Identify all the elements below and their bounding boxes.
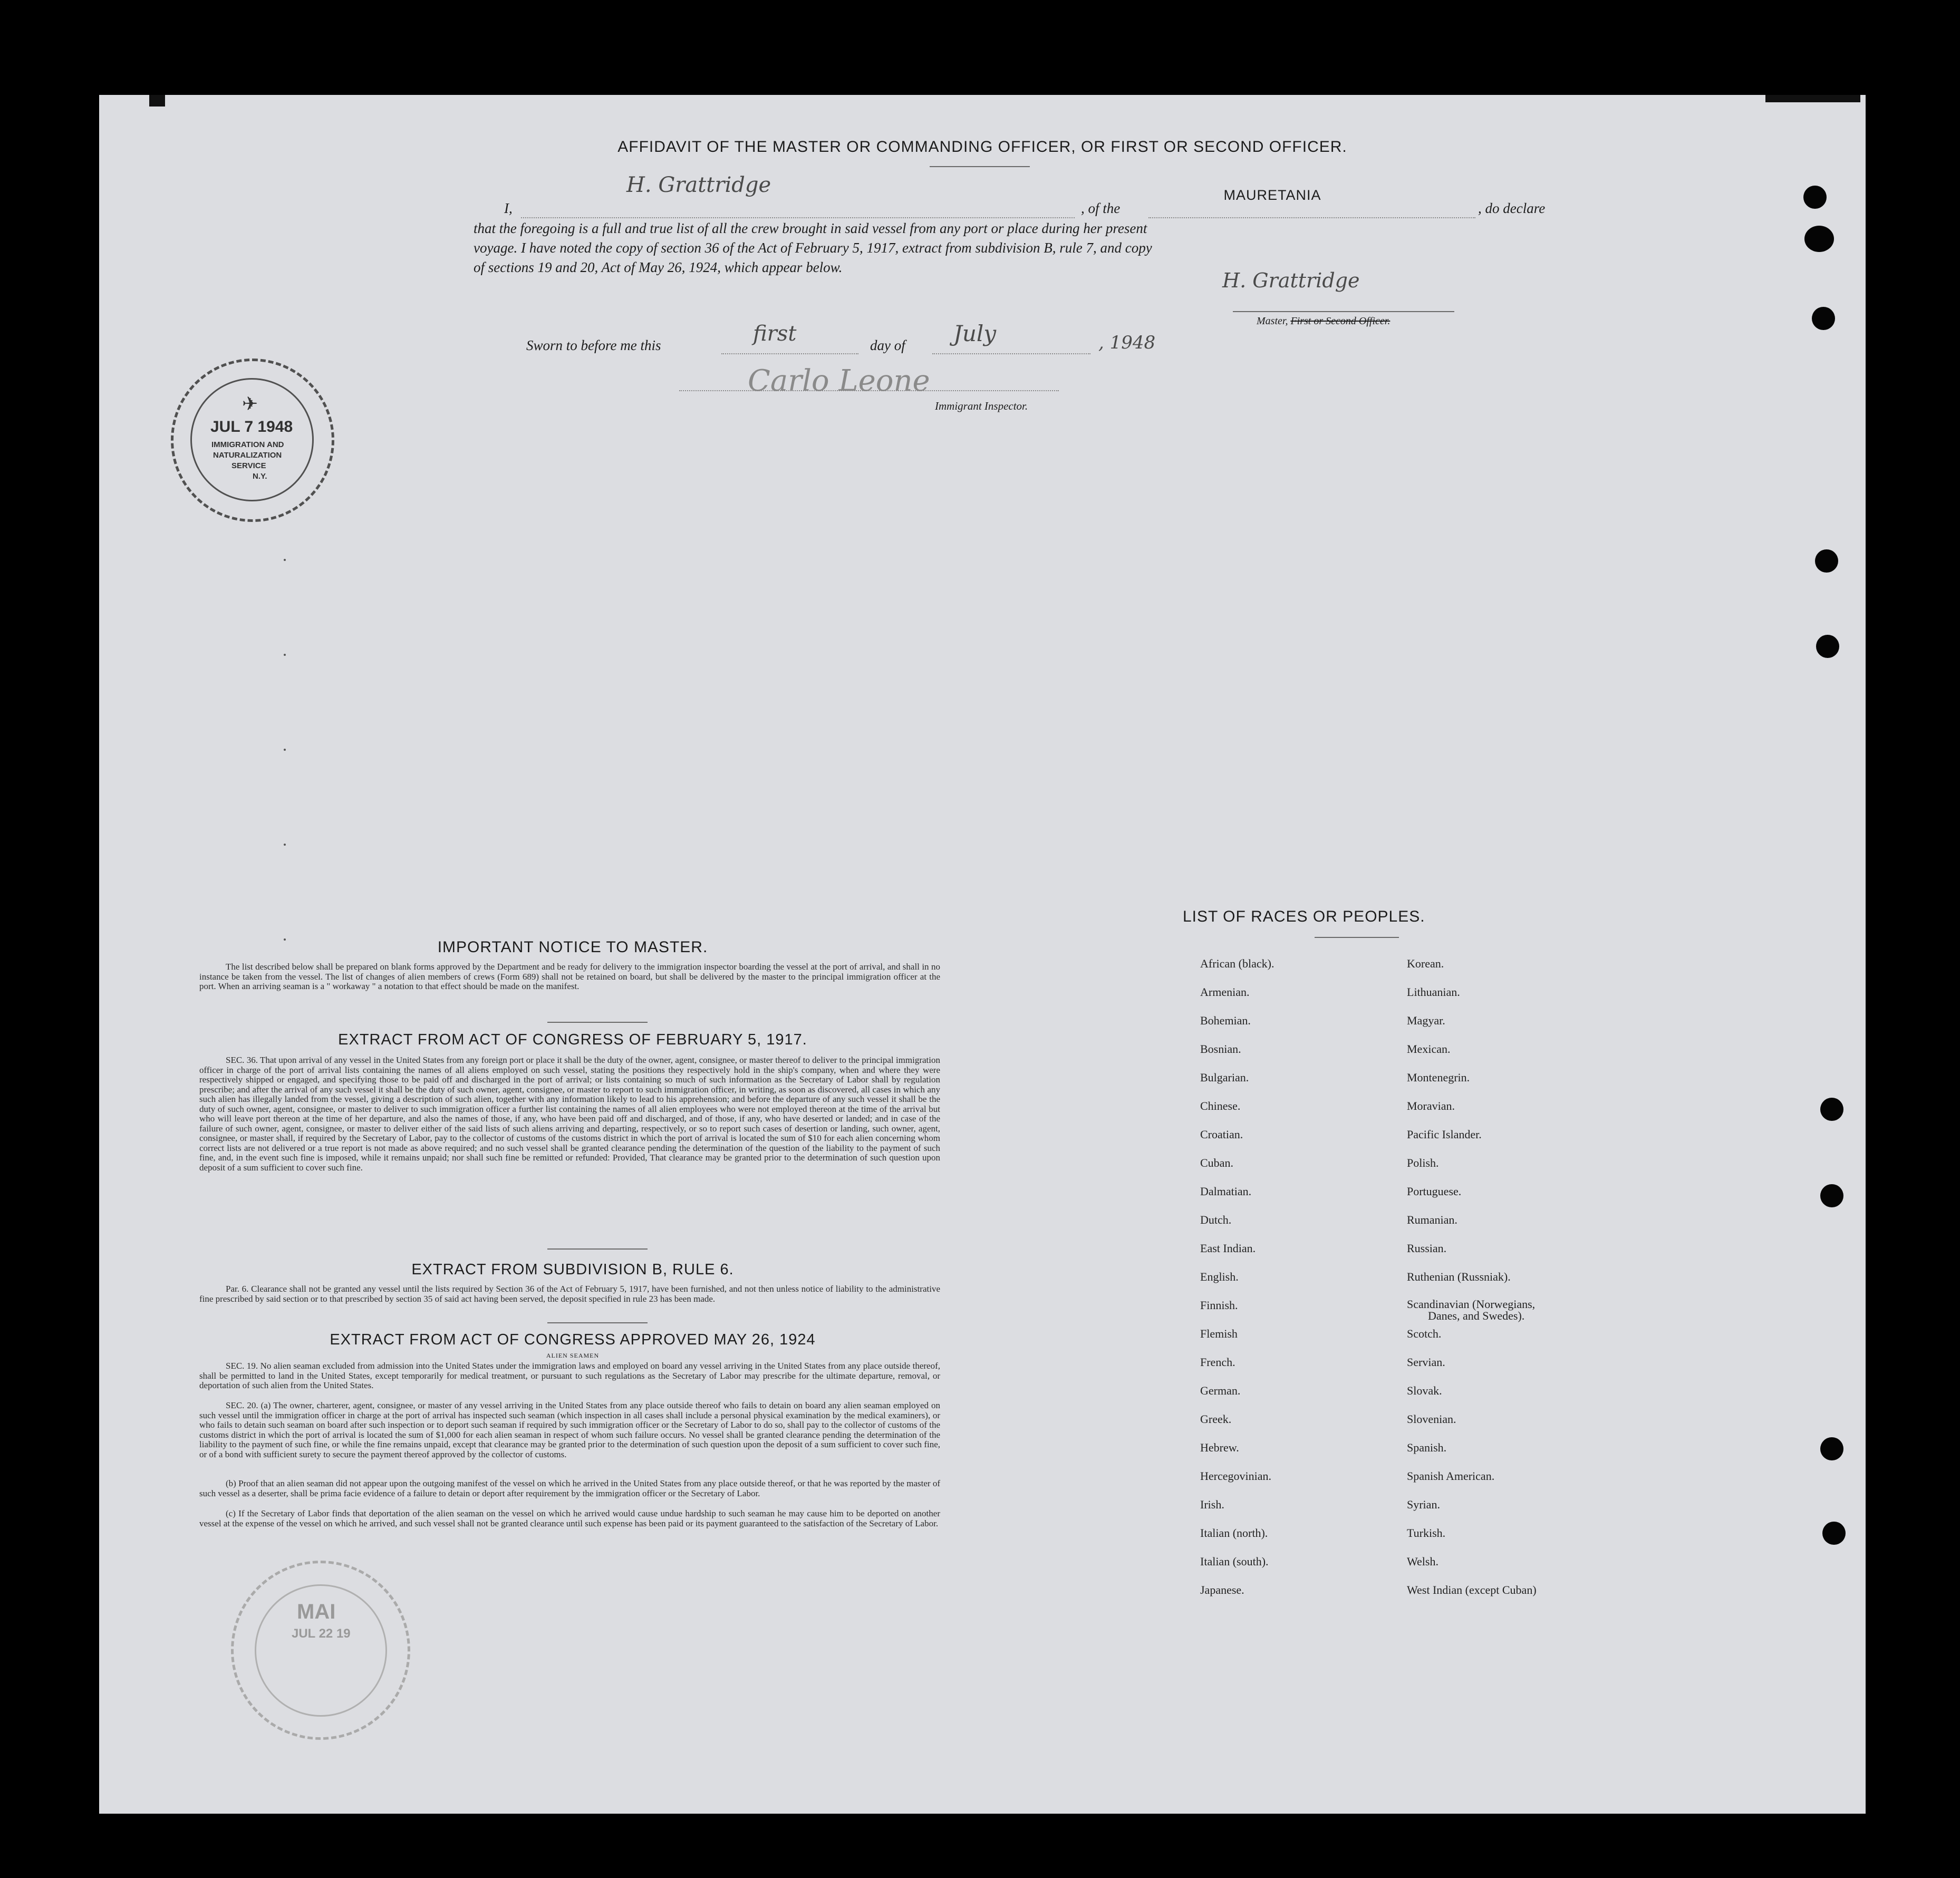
vessel-name-line xyxy=(1148,217,1475,218)
do-declare: , do declare xyxy=(1478,200,1546,216)
race-item: German. xyxy=(1200,1384,1241,1397)
punch-hole xyxy=(1820,1437,1843,1460)
race-item: English. xyxy=(1200,1270,1239,1283)
master-signature: H. Grattridge xyxy=(1222,269,1360,292)
race-item: Slovenian. xyxy=(1407,1412,1456,1426)
section-rule xyxy=(547,1322,648,1323)
extract1917-body: SEC. 36. That upon arrival of any vessel in the United States from any foreign port or place it shall be the duty of the owner, agent, consignee, or master thereof to deliver to the principal immigration officer in charge of the port of arrival lists containing the names of all aliens employed on such vessel, stating the positions they respectively hold in the ship's company, when and where they were respectively shipped or engaged, and specifying those to be paid off and discharged in the port of arrival; or lists containing so much of such information as the Secretary of Labor shall by regulation prescribe; and after the arrival of any such vessel it shall be the duty of such owner, agent, consignee, or master to report to such immigration officer, in writing, as soon as discovered, all cases in which any such alien has illegally landed from the vessel, giving a description of such alien, together with any information likely to lead to his apprehension; and before the departure of any such vessel it shall be the duty of such owner, agent, consignee, or master to deliver to such immigration officer a further list containing the names of all alien employees who were not employed thereon at the time of the arrival but who will leave port thereon at the time of her departure, and also the names of those, if any, who have been paid off and discharged, and of those, if any, who have deserted or landed; and in case of the failure of such owner, agent, consignee, or master to deliver either of the said lists of such aliens arriving and departing, respectively, or so to report such cases of desertion or landing, such owner, agent, consignee, or master shall, if required by the Secretary of Labor, pay to the collector of customs of the customs district in which the port of arrival is located the sum of $10 for each alien concerning whom correct lists are not delivered or a true report is not made as above required; and no such vessel shall be granted clearance pending the determination of the question of the liability to the payment of such fine, and, in the event such fine is imposed, while it remains unpaid; nor shall such fine be remitted or refunded: Provided, That clearance may be granted prior to the determination of such question upon deposit of a sum sufficient to cover such fine. xyxy=(199,1055,940,1173)
inspector-line xyxy=(679,390,1059,391)
punch-hole xyxy=(1815,549,1838,573)
sworn-day: first xyxy=(753,322,797,346)
race-item: Bohemian. xyxy=(1200,1014,1251,1027)
extract1924-sec20a: SEC. 20. (a) The owner, charterer, agent, consignee, or master of any vessel arriving in the United States from any place outside thereof who fails to detain on board any alien seaman employed on such vessel until the immigration officer in charge at the port of arrival has inspected such seaman (which inspection in all cases shall include a personal physical examination by the medical examiners), or who fails to detain such seaman on board after such inspection or to deport such seaman if required by such immigration officer or the Secretary of Labor to do so, shall pay to the collector of customs of the customs district in which the port of arrival is located the sum of $1,000 for each alien seaman in respect of whom such failure occurs. No vessel shall be granted clearance pending the determination of the liability to the payment of such fine, or while the fine remains unpaid, except that clearance may be granted prior to the determination of such question upon the deposit of a sum sufficient to cover such fine, or of a bond with sufficient surety to secure the payment thereof approved by the collector of customs. xyxy=(199,1400,940,1459)
race-item: Croatian. xyxy=(1200,1128,1243,1141)
of-the-label: , of the xyxy=(1081,200,1121,216)
immigration-stamp xyxy=(171,359,334,522)
margin-dot xyxy=(284,654,286,656)
race-item: Magyar. xyxy=(1407,1014,1445,1027)
stamp-line1: IMMIGRATION AND xyxy=(211,440,284,449)
race-item: Moravian. xyxy=(1407,1099,1455,1112)
race-item: Finnish. xyxy=(1200,1299,1238,1312)
affidavit-title: AFFIDAVIT OF THE MASTER OR COMMANDING OFFICER, OR FIRST OR SECOND OFFICER. xyxy=(617,138,1347,156)
document-sheet xyxy=(99,95,1866,1814)
race-item: Rumanian. xyxy=(1407,1213,1457,1226)
punch-hole xyxy=(1820,1184,1843,1207)
affidavit-body-line3: of sections 19 and 20, Act of May 26, 1924, which appear below. xyxy=(474,259,843,275)
rule6-body: Par. 6. Clearance shall not be granted any vessel until the lists required by Section 36 of the Act of February 5, 1917, have been furnished, and not then unless notice of liability to the administrative fine prescribed by said section or to that prescribed by section 35 of said act having been served, the deposit specified in rule 23 has been made. xyxy=(199,1284,940,1304)
officer-name-handwritten: H. Grattridge xyxy=(626,173,771,197)
faded-stamp-line1: MAI xyxy=(297,1600,336,1623)
vessel-name: MAURETANIA xyxy=(1223,187,1321,203)
faded-stamp-date: JUL 22 19 xyxy=(292,1627,351,1641)
races-right-column xyxy=(1407,957,1537,1612)
race-item: Irish. xyxy=(1200,1498,1224,1511)
race-item: French. xyxy=(1200,1356,1235,1369)
master-struck-text: First or Second Officer. xyxy=(1290,315,1391,327)
race-item: Servian. xyxy=(1407,1356,1445,1369)
day-of-label: day of xyxy=(870,337,905,353)
notice-title: IMPORTANT NOTICE TO MASTER. xyxy=(437,938,708,956)
punch-hole xyxy=(1822,1522,1846,1545)
affidavit-body-line1: that the foregoing is a full and true list of all the crew brought in said vessel from any port or place during her present xyxy=(474,220,1147,236)
punch-hole xyxy=(1820,1098,1843,1121)
race-item: East Indian. xyxy=(1200,1242,1256,1255)
sworn-label: Sworn to before me this xyxy=(526,337,661,353)
master-label-text: Master, xyxy=(1257,315,1288,327)
section-rule xyxy=(547,1248,648,1250)
race-item: African (black). xyxy=(1200,957,1275,970)
race-item: Armenian. xyxy=(1200,985,1250,999)
race-item: Scotch. xyxy=(1407,1327,1442,1340)
race-item: Korean. xyxy=(1407,957,1444,970)
sworn-month-line xyxy=(932,353,1090,354)
race-item: Slovak. xyxy=(1407,1384,1442,1397)
race-item: Hebrew. xyxy=(1200,1441,1239,1454)
race-item: Greek. xyxy=(1200,1412,1232,1426)
race-item: Polish. xyxy=(1407,1156,1439,1169)
race-item: Russian. xyxy=(1407,1242,1447,1255)
races-title: LIST OF RACES OR PEOPLES. xyxy=(1183,908,1425,925)
margin-dot xyxy=(284,844,286,846)
inspector-signature: Carlo Leone xyxy=(748,364,930,398)
punch-hole xyxy=(1804,226,1834,252)
race-item: Flemish xyxy=(1200,1327,1238,1340)
race-item: Turkish. xyxy=(1407,1526,1446,1540)
sworn-day-line xyxy=(721,353,858,354)
stamp-date: JUL 7 1948 xyxy=(210,418,293,435)
race-item: Italian (south). xyxy=(1200,1555,1269,1568)
race-item: Lithuanian. xyxy=(1407,985,1460,999)
master-label xyxy=(1257,315,1390,327)
margin-dot xyxy=(284,749,286,751)
inspector-label: Immigrant Inspector. xyxy=(935,400,1028,412)
faded-stamp xyxy=(231,1561,410,1740)
margin-dot xyxy=(284,559,286,561)
notice-body: The list described below shall be prepared on blank forms approved by the Department and be ready for delivery to the immigration inspector boarding the vessel at the port of arrival, and shall in no instance be taken from the vessel. The list of changes of alien members of crews (Form 689) shall not be retained on board, but shall be delivered by the master to the principal immigration officer at the port. When an arriving seaman is a " workaway " a notation to that effect should be made on the manifest. xyxy=(199,962,940,991)
races-title-rule xyxy=(1315,937,1399,938)
rule6-title: EXTRACT FROM SUBDIVISION B, RULE 6. xyxy=(411,1261,734,1278)
title-rule xyxy=(930,166,1030,167)
race-item-continuation: Danes, and Swedes). xyxy=(1428,1309,1525,1322)
race-item: Japanese. xyxy=(1200,1583,1244,1596)
race-item: Welsh. xyxy=(1407,1555,1438,1568)
race-item: Portuguese. xyxy=(1407,1185,1462,1198)
punch-hole xyxy=(1812,307,1835,330)
races-left-column xyxy=(1200,957,1274,1612)
punch-hole xyxy=(1803,186,1827,209)
extract1924-sec19: SEC. 19. No alien seaman excluded from admission into the United States under the immigration laws and employed on board any vessel arriving in the United States from any place outside thereof, shall be permitted to land in the United States, except temporarily for medical treatment, or pursuant to such regulations as the Secretary of Labor may prescribe for the ultimate departure, removal, or deportation of such alien from the United States. xyxy=(199,1361,940,1390)
race-item: Syrian. xyxy=(1407,1498,1440,1511)
stamp-line2: NATURALIZATION xyxy=(213,451,282,460)
extract1924-sec20c: (c) If the Secretary of Labor finds that deportation of the alien seaman on the vessel on which he arrived would cause undue hardship to such seaman he may cause him to be deported on another vessel at the expense of the vessel on which he arrived, and such vessel shall not be granted clearance until such expense has been paid or its payment guaranteed to the satisfaction of the Secretary of Labor. xyxy=(199,1508,940,1528)
sworn-year: , 1948 xyxy=(1098,332,1156,353)
extract1924-title: EXTRACT FROM ACT OF CONGRESS APPROVED MAY 26, 1924 xyxy=(330,1331,816,1348)
race-item: Spanish American. xyxy=(1407,1469,1495,1483)
section-rule xyxy=(547,1022,648,1023)
stamp-line3: SERVICE xyxy=(231,461,266,470)
race-item: West Indian (except Cuban) xyxy=(1407,1583,1537,1596)
torn-edge xyxy=(1765,95,1860,102)
stamp-line4: N.Y. xyxy=(253,472,267,481)
sworn-month: July xyxy=(953,321,997,346)
race-item: Bulgarian. xyxy=(1200,1071,1249,1084)
race-item: Chinese. xyxy=(1200,1099,1241,1112)
race-item: Ruthenian (Russniak). xyxy=(1407,1270,1511,1283)
race-item: Spanish. xyxy=(1407,1441,1447,1454)
officer-name-line xyxy=(521,217,1075,218)
race-item: Italian (north). xyxy=(1200,1526,1268,1540)
plane-icon: ✈ xyxy=(242,393,258,414)
extract1917-title: EXTRACT FROM ACT OF CONGRESS OF FEBRUARY 5, 1917. xyxy=(338,1031,807,1048)
race-item: Mexican. xyxy=(1407,1042,1451,1056)
race-item: Bosnian. xyxy=(1200,1042,1241,1056)
extract1924-sec20b: (b) Proof that an alien seaman did not appear upon the outgoing manifest of the vessel on which he arrived in the United States from any place outside thereof, or that he was reported by the master of such vessel as a deserter, shall be prima facie evidence of a failure to detain or deport after requirement by the immigration officer or the Secretary of Labor. xyxy=(199,1478,940,1498)
punch-hole xyxy=(1816,635,1839,658)
race-item: Dutch. xyxy=(1200,1213,1232,1226)
race-item: Scandinavian (Norwegians, Danes, and Swedes). xyxy=(1407,1299,1537,1327)
race-item: Cuban. xyxy=(1200,1156,1233,1169)
torn-edge xyxy=(149,95,165,107)
extract1924-subtitle: ALIEN SEAMEN xyxy=(546,1352,600,1359)
race-item: Hercegovinian. xyxy=(1200,1469,1271,1483)
race-item: Montenegrin. xyxy=(1407,1071,1470,1084)
race-item: Dalmatian. xyxy=(1200,1185,1252,1198)
master-signature-line xyxy=(1233,311,1454,312)
race-item: Pacific Islander. xyxy=(1407,1128,1482,1141)
affidavit-body-line2: voyage. I have noted the copy of section 36 of the Act of February 5, 1917, extract from subdivision B, rule 7, and copy xyxy=(474,240,1152,256)
i-label: I, xyxy=(504,200,513,216)
